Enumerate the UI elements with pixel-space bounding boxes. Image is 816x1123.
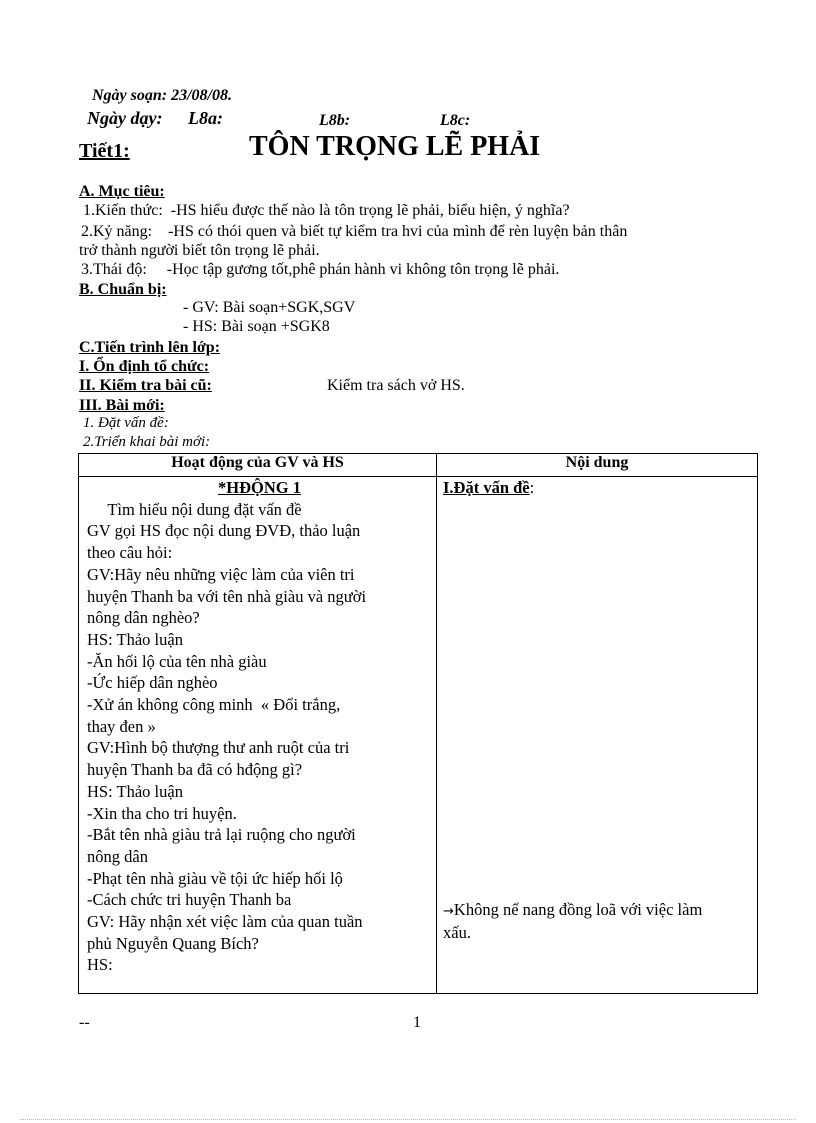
objective-knowledge: 1.Kiến thức: -HS hiểu được thế nào là tôn trọng lẽ phải, biểu hiện, ý nghĩa? [83, 202, 570, 219]
activity-line: -Phạt tên nhà giàu về tội ức hiếp hối lộ [87, 868, 343, 888]
new-lesson-heading: III. Bài mới: [79, 397, 165, 414]
process-heading: C.Tiến trình lên lớp: [79, 339, 221, 356]
activity-line: HS: [87, 955, 113, 975]
content-heading-line [443, 477, 753, 499]
activity-line: phủ Nguyễn Quang Bích? [87, 933, 259, 953]
lesson-number: Tiết1: [79, 140, 130, 162]
activity-title: *HĐỘNG 1 [218, 478, 301, 497]
conclusion-text-1: Không nể nang đồng loã với việc làm [453, 899, 703, 919]
page-edge-divider [20, 1119, 796, 1120]
objective-skill: 2.Kỷ năng: -HS có thói quen và biết tự kiểm tra hvi của mình để rèn luyện bản thân [81, 223, 628, 240]
table-header-row [79, 454, 758, 477]
activity-line: nông dân [87, 846, 148, 866]
table-row [79, 477, 758, 994]
objective-skill-cont: trở thành người biết tôn trọng lẽ phải. [79, 242, 320, 259]
sub-heading-1: 1. Đặt vấn đề: [83, 415, 169, 431]
conclusion-line-1 [443, 899, 753, 923]
objectives-heading: A. Mục tiêu: [79, 183, 165, 200]
arrow-right-icon: → [443, 903, 454, 919]
check-heading: II. Kiểm tra bài cũ: [79, 377, 212, 394]
class-c-label: L8c: [440, 112, 471, 129]
activity-line: -Xử án không công minh « Đổi trắng, [87, 695, 341, 715]
activity-line: -Cách chức tri huyện Thanh ba [87, 890, 292, 910]
activity-line: -Xin tha cho tri huyện. [87, 803, 237, 823]
activity-line: HS: Thảo luận [87, 629, 183, 649]
content-heading: I.Đặt vấn đề [443, 478, 530, 497]
activity-line: nông dân nghèo? [87, 608, 200, 628]
prep-heading: B. Chuẩn bị: [79, 281, 167, 298]
activity-line: huyện Thanh ba đã có hđộng gì? [87, 760, 303, 780]
prep-date-label: Ngày soạn [92, 87, 162, 104]
activity-line: thay đen » [87, 716, 156, 736]
activity-line: -Ăn hối lộ của tên nhà giàu [87, 651, 267, 671]
prep-hs: - HS: Bài soạn +SGK8 [183, 318, 330, 335]
lesson-table [78, 453, 758, 994]
prep-date-line [92, 87, 232, 105]
col-header-activity: Hoạt động của GV và HS [79, 454, 437, 477]
content-cell [437, 477, 758, 994]
teach-date-label: Ngày dạy: [87, 108, 163, 128]
activity-line: -Bắt tên nhà giàu trả lại ruộng cho người [87, 825, 356, 845]
activity-line: Tìm hiểu nội dung đặt vấn đề [87, 499, 302, 519]
content-heading-colon: : [529, 478, 535, 497]
activity-cell [79, 477, 437, 994]
activity-line: -Ức hiếp dân nghèo [87, 673, 218, 693]
activity-line: GV: Hãy nhận xét việc làm của quan tuần [87, 912, 363, 932]
org-heading: I. Ổn định tổ chức: [79, 358, 210, 375]
conclusion-line-2: xấu. [443, 923, 471, 943]
activity-line: GV:Hình bộ thượng thư anh ruột của tri [87, 738, 350, 758]
page-title: TÔN TRỌNG LẼ PHẢI [249, 131, 541, 162]
activity-line: huyện Thanh ba với tên nhà giàu và người [87, 586, 367, 606]
activity-line: GV:Hãy nêu những việc làm của viên tri [87, 564, 355, 584]
sub-heading-2: 2.Triển khai bài mới: [83, 434, 211, 450]
activity-line: HS: Thảo luận [87, 781, 183, 801]
activity-line: GV gọi HS đọc nội dung ĐVĐ, thảo luận [87, 521, 361, 541]
check-text: Kiểm tra sách vở HS. [327, 377, 465, 394]
footer-mark: -- [79, 1014, 90, 1031]
prep-gv: - GV: Bài soạn+SGK,SGV [183, 299, 356, 316]
activity-line: theo câu hỏi: [87, 543, 173, 563]
activity-lines [87, 499, 432, 976]
prep-date-value: : 23/08/08. [161, 87, 232, 104]
class-b-label: L8b: [319, 112, 351, 129]
class-a-label: L8a: [188, 108, 223, 128]
col-header-content: Nội dung [437, 454, 758, 477]
page-number: 1 [413, 1014, 421, 1031]
objective-attitude: 3.Thái độ: -Học tập gương tốt,phê phán hành vi không tôn trọng lẽ phải. [81, 261, 560, 278]
